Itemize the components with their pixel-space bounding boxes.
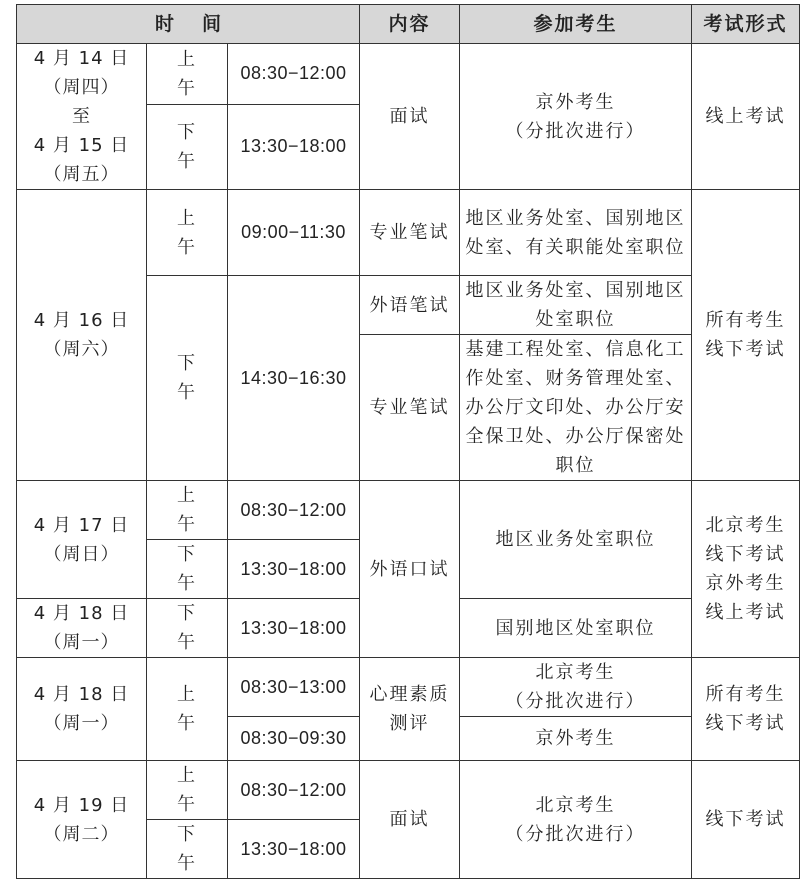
participants-cell: 基建工程处室、信息化工 作处室、财务管理处室、 办公厅文印处、办公厅安 全保卫处、办公厅保密处 职位 [460, 335, 692, 481]
time-cell: 13:30−18:00 [228, 820, 360, 879]
participants-cell: 地区业务处室、国别地区 处室职位 [460, 276, 692, 335]
time-cell: 08:30−12:00 [228, 44, 360, 105]
period-cell: 上 午 [147, 658, 228, 761]
participants-cell: 北京考生 （分批次进行） [460, 658, 692, 717]
period-cell: 下 午 [147, 104, 228, 189]
date-cell: 4 月 14 日 （周四） 至 4 月 15 日 （周五） [17, 44, 147, 190]
format-cell: 所有考生 线下考试 [692, 190, 800, 481]
time-cell: 14:30−16:30 [228, 276, 360, 481]
header-time: 时间 [17, 5, 360, 44]
time-cell: 09:00−11:30 [228, 190, 360, 276]
table-row [17, 190, 800, 276]
time-cell: 08:30−12:00 [228, 481, 360, 540]
table-row [17, 658, 800, 717]
header-row [17, 5, 800, 44]
time-cell: 08:30−12:00 [228, 761, 360, 820]
header-content: 内容 [360, 5, 460, 44]
time-cell: 13:30−18:00 [228, 540, 360, 599]
date-cell: 4 月 17 日 （周日） [17, 481, 147, 599]
time-cell: 13:30−18:00 [228, 104, 360, 189]
format-cell: 线下考试 [692, 761, 800, 879]
participants-cell: 京外考生 [460, 717, 692, 761]
header-format: 考试形式 [692, 5, 800, 44]
period-cell: 下 午 [147, 820, 228, 879]
participants-cell: 地区业务处室、国别地区 处室、有关职能处室职位 [460, 190, 692, 276]
period-cell: 下 午 [147, 599, 228, 658]
content-cell: 心理素质 测评 [360, 658, 460, 761]
time-cell: 08:30−09:30 [228, 717, 360, 761]
period-cell: 下 午 [147, 276, 228, 481]
content-cell: 外语笔试 [360, 276, 460, 335]
header-participants: 参加考生 [460, 5, 692, 44]
content-cell: 外语口试 [360, 481, 460, 658]
date-cell: 4 月 19 日 （周二） [17, 761, 147, 879]
format-cell: 北京考生 线下考试 京外考生 线上考试 [692, 481, 800, 658]
content-cell: 面试 [360, 44, 460, 190]
content-cell: 面试 [360, 761, 460, 879]
table-row [17, 481, 800, 540]
table-row [17, 44, 800, 105]
participants-cell: 国别地区处室职位 [460, 599, 692, 658]
period-cell: 上 午 [147, 761, 228, 820]
period-cell: 上 午 [147, 44, 228, 105]
content-cell: 专业笔试 [360, 190, 460, 276]
participants-cell: 北京考生 （分批次进行） [460, 761, 692, 879]
participants-cell: 地区业务处室职位 [460, 481, 692, 599]
content-cell: 专业笔试 [360, 335, 460, 481]
participants-cell: 京外考生 （分批次进行） [460, 44, 692, 190]
period-cell: 下 午 [147, 540, 228, 599]
format-cell: 所有考生 线下考试 [692, 658, 800, 761]
time-cell: 08:30−13:00 [228, 658, 360, 717]
format-cell: 线上考试 [692, 44, 800, 190]
exam-schedule-table [16, 4, 800, 879]
time-cell: 13:30−18:00 [228, 599, 360, 658]
schedule-table-wrapper [16, 4, 800, 879]
date-cell: 4 月 16 日 （周六） [17, 190, 147, 481]
period-cell: 上 午 [147, 190, 228, 276]
date-cell: 4 月 18 日 （周一） [17, 658, 147, 761]
table-row [17, 761, 800, 820]
date-cell: 4 月 18 日 （周一） [17, 599, 147, 658]
period-cell: 上 午 [147, 481, 228, 540]
